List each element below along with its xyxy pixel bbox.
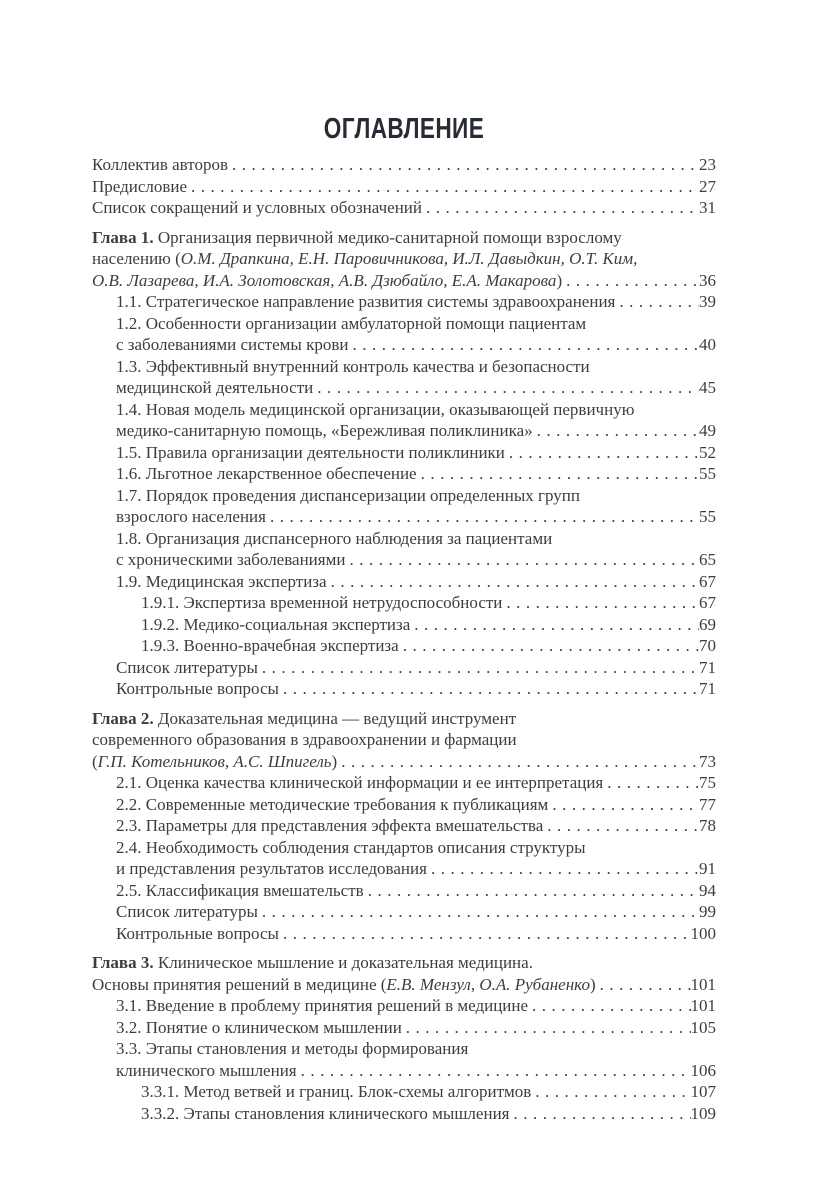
text-segment: современного образования в здравоохранении и фармации xyxy=(92,730,517,749)
text-segment: Список литературы xyxy=(116,657,258,677)
toc-row xyxy=(92,399,716,421)
text-segment: Контрольные вопросы xyxy=(116,923,279,943)
text-segment: Список литературы xyxy=(116,902,258,921)
dot-leader xyxy=(313,377,699,399)
page-number: 109 xyxy=(690,1103,716,1123)
text-segment: 1.9. Медицинская экспертиза xyxy=(116,571,327,591)
text-segment: и представления результатов исследования xyxy=(116,859,427,878)
toc-entry-text xyxy=(116,420,533,442)
page-number: 65 xyxy=(699,550,716,569)
toc-row xyxy=(92,635,716,657)
toc-entry-text xyxy=(92,197,422,219)
page-number: 101 xyxy=(690,974,716,994)
toc-entry-text xyxy=(116,995,528,1017)
toc-row xyxy=(92,974,716,996)
toc-row xyxy=(92,485,716,507)
text-segment: Основы принятия решений в медицине ( xyxy=(92,974,387,994)
page-number: 94 xyxy=(699,880,716,900)
dot-leader xyxy=(402,1017,691,1039)
dot-leader xyxy=(528,995,690,1017)
dot-leader xyxy=(543,815,699,837)
dot-leader xyxy=(615,291,699,313)
text-segment: Контрольные вопросы xyxy=(116,679,279,698)
toc-row xyxy=(92,614,716,636)
toc-entry-text xyxy=(92,176,187,198)
toc-entry-text xyxy=(116,463,417,485)
toc-entry-text xyxy=(116,334,348,356)
page-number: 36 xyxy=(699,270,716,290)
page-number: 67 xyxy=(699,571,716,591)
text-segment: ) xyxy=(589,974,596,994)
toc-row xyxy=(92,751,716,773)
dot-leader xyxy=(187,176,699,198)
dot-leader xyxy=(228,154,699,176)
page-number: 71 xyxy=(699,657,716,677)
toc-row xyxy=(92,923,716,945)
toc-entry-text xyxy=(116,356,590,378)
toc-row xyxy=(92,197,716,219)
toc-row xyxy=(92,356,716,378)
text-segment: 1.7. Порядок проведения диспансеризации определенных групп xyxy=(116,485,580,505)
toc-entry-text xyxy=(116,772,603,794)
toc-row xyxy=(92,1060,716,1082)
toc-row xyxy=(92,708,716,730)
text-segment: Доказательная медицина — ведущий инструмент xyxy=(153,708,517,728)
page-number: 71 xyxy=(699,679,716,698)
toc-entry-text xyxy=(116,1038,468,1060)
text-segment: ) xyxy=(331,751,338,771)
toc-row xyxy=(92,729,716,751)
text-segment: медико-санитарную помощь, «Бережливая поликлиника» xyxy=(116,421,533,440)
dot-leader xyxy=(603,772,699,794)
toc-entry-text xyxy=(116,313,586,335)
page-number: 107 xyxy=(690,1082,716,1101)
text-segment: О.В. Лазарева, И.А. Золотовская, А.В. Дзюбайло, Е.А. Макарова xyxy=(92,270,557,290)
toc-entry-text xyxy=(116,485,580,507)
toc-entry-text xyxy=(92,751,337,773)
toc-row xyxy=(92,858,716,880)
text-segment: 3.2. Понятие о клиническом мышлении xyxy=(116,1017,402,1037)
page-number: 75 xyxy=(699,773,716,792)
toc-row xyxy=(92,377,716,399)
toc-entry-text xyxy=(116,442,505,464)
dot-leader xyxy=(327,571,699,593)
text-segment: Предисловие xyxy=(92,176,188,196)
toc-entry-text xyxy=(141,1081,531,1103)
page-number: 49 xyxy=(699,421,716,440)
text-segment: 1.9.2. Медико-социальная экспертиза xyxy=(141,614,411,634)
toc-row xyxy=(92,334,716,356)
text-segment: ) xyxy=(556,270,563,290)
dot-leader xyxy=(533,420,699,442)
page-number: 73 xyxy=(699,751,716,771)
text-segment: Г.П. Котельников, А.С. Шпигель xyxy=(97,751,332,771)
page-number: 78 xyxy=(699,816,716,835)
toc-row xyxy=(92,995,716,1017)
text-segment: 2.5. Классификация вмешательств xyxy=(116,880,364,900)
text-segment: Клиническое мышление и доказательная медицина. xyxy=(153,953,533,972)
dot-leader xyxy=(258,901,699,923)
text-segment: Организация первичной медико-санитарной помощи взрослому xyxy=(153,227,622,247)
page-number: 40 xyxy=(699,335,716,354)
toc-entry-text xyxy=(116,794,548,816)
toc-row xyxy=(92,227,716,249)
page-number: 105 xyxy=(690,1017,716,1037)
toc-row xyxy=(92,549,716,571)
toc-row xyxy=(92,154,716,176)
page-number: 77 xyxy=(699,794,716,814)
toc-entry-text xyxy=(116,678,279,700)
toc-entry-text xyxy=(92,154,228,176)
toc-entry-text xyxy=(116,657,258,679)
dot-leader xyxy=(297,1060,691,1082)
text-segment: 2.2. Современные методические требования к публикациям xyxy=(116,794,549,814)
toc-entry-text xyxy=(141,614,410,636)
toc-entry-text xyxy=(116,549,345,571)
toc-row xyxy=(92,815,716,837)
text-segment: 1.1. Стратегическое направление развития системы здравоохранения xyxy=(116,292,616,311)
toc-row xyxy=(92,291,716,313)
dot-leader xyxy=(502,592,699,614)
dot-leader xyxy=(422,197,699,219)
page-number: 100 xyxy=(690,923,716,943)
text-segment: медицинской деятельности xyxy=(116,378,314,397)
dot-leader xyxy=(348,334,699,356)
page-number: 99 xyxy=(699,902,716,921)
page-number: 27 xyxy=(699,176,716,196)
page-number: 69 xyxy=(699,614,716,634)
toc-row xyxy=(92,1081,716,1103)
toc xyxy=(92,154,716,1124)
toc-entry-text xyxy=(116,528,552,550)
text-segment: Глава 3. xyxy=(92,953,154,972)
toc-entry-text xyxy=(141,1103,509,1125)
text-segment: 3.3.1. Метод ветвей и границ. Блок-схемы алгоритмов xyxy=(141,1082,532,1101)
dot-leader xyxy=(266,506,699,528)
dot-leader xyxy=(410,614,699,636)
toc-row xyxy=(92,176,716,198)
page-number: 91 xyxy=(699,859,716,878)
text-segment: 3.3. Этапы становления и методы формирования xyxy=(116,1039,469,1058)
toc-row xyxy=(92,248,716,270)
text-segment: 1.4. Новая модель медицинской организации, оказывающей первичную xyxy=(116,399,635,419)
dot-leader xyxy=(596,974,691,996)
dot-leader xyxy=(364,880,699,902)
toc-entry-text xyxy=(116,815,543,837)
toc-entry-text xyxy=(116,291,615,313)
page-number: 106 xyxy=(690,1060,716,1080)
toc-row xyxy=(92,1017,716,1039)
page-title: ОГЛАВЛЕНИЕ xyxy=(323,113,485,145)
toc-entry-text xyxy=(116,880,364,902)
text-segment: 2.4. Необходимость соблюдения стандартов описания структуры xyxy=(116,837,586,857)
page-number: 55 xyxy=(699,464,716,483)
toc-entry-text xyxy=(116,1060,297,1082)
toc-row xyxy=(92,794,716,816)
toc-row xyxy=(92,442,716,464)
toc-row xyxy=(92,571,716,593)
text-segment: взрослого населения xyxy=(116,507,266,526)
text-segment: 1.9.3. Военно-врачебная экспертиза xyxy=(141,636,399,655)
text-segment: с хроническими заболеваниями xyxy=(116,550,346,569)
dot-leader xyxy=(417,463,699,485)
text-segment: 2.1. Оценка качества клинической информации и ее интерпретация xyxy=(116,773,604,792)
toc-row xyxy=(92,1103,716,1125)
toc-entry-text xyxy=(92,974,596,996)
toc-entry-text xyxy=(92,248,637,270)
page-number: 70 xyxy=(699,636,716,655)
page-number: 23 xyxy=(699,155,716,174)
text-segment: 1.9.1. Экспертиза временной нетрудоспособности xyxy=(141,593,503,612)
dot-leader xyxy=(399,635,699,657)
text-segment: Е.В. Мензул, О.А. Рубаненко xyxy=(386,974,590,994)
toc-entry-text xyxy=(92,708,516,730)
toc-entry-text xyxy=(92,729,517,751)
toc-row xyxy=(92,420,716,442)
toc-row xyxy=(92,901,716,923)
toc-entry-text xyxy=(116,837,586,859)
toc-row xyxy=(92,1038,716,1060)
toc-entry-text xyxy=(141,635,399,657)
toc-row xyxy=(92,528,716,550)
toc-row xyxy=(92,313,716,335)
text-segment: Коллектив авторов xyxy=(92,155,228,174)
dot-leader xyxy=(531,1081,690,1103)
toc-row xyxy=(92,837,716,859)
text-segment: Глава 2. xyxy=(92,708,154,728)
page-number: 31 xyxy=(699,198,716,217)
text-segment: Глава 1. xyxy=(92,227,154,247)
toc-entry-text xyxy=(116,506,266,528)
page-number: 55 xyxy=(699,507,716,526)
text-segment: 1.5. Правила организации деятельности поликлиники xyxy=(116,442,505,462)
text-segment: 3.1. Введение в проблему принятия решений в медицине xyxy=(116,996,529,1015)
dot-leader xyxy=(562,270,699,292)
toc-row xyxy=(92,270,716,292)
dot-leader xyxy=(345,549,699,571)
page-number: 67 xyxy=(699,593,716,612)
dot-leader xyxy=(427,858,699,880)
toc-entry-text xyxy=(116,571,327,593)
text-segment: 2.3. Параметры для представления эффекта вмешательства xyxy=(116,816,544,835)
toc-entry-text xyxy=(116,399,634,421)
toc-row xyxy=(92,952,716,974)
toc-row xyxy=(92,678,716,700)
toc-entry-text xyxy=(116,1017,402,1039)
dot-leader xyxy=(258,657,699,679)
page-number: 52 xyxy=(699,442,716,462)
toc-entry-text xyxy=(92,227,622,249)
text-segment: ( xyxy=(92,751,98,771)
text-segment: 1.2. Особенности организации амбулаторной помощи пациентам xyxy=(116,313,587,333)
text-segment: 1.8. Организация диспансерного наблюдения за пациентами xyxy=(116,528,553,548)
text-segment: 3.3.2. Этапы становления клинического мышления xyxy=(141,1103,510,1123)
toc-entry-text xyxy=(116,901,258,923)
text-segment: с заболеваниями системы крови xyxy=(116,335,349,354)
dot-leader xyxy=(505,442,699,464)
toc-entry-text xyxy=(116,858,427,880)
dot-leader xyxy=(279,923,691,945)
page-number: 39 xyxy=(699,292,716,311)
toc-row xyxy=(92,772,716,794)
page-number: 101 xyxy=(690,996,716,1015)
toc-row xyxy=(92,657,716,679)
toc-entry-text xyxy=(116,377,313,399)
text-segment: Список сокращений и условных обозначений xyxy=(92,198,423,217)
text-segment: клинического мышления xyxy=(116,1060,297,1080)
dot-leader xyxy=(337,751,699,773)
toc-row xyxy=(92,592,716,614)
toc-entry-text xyxy=(92,952,533,974)
toc-row xyxy=(92,463,716,485)
dot-leader xyxy=(279,678,699,700)
page-number: 45 xyxy=(699,378,716,397)
toc-entry-text xyxy=(141,592,502,614)
toc-row xyxy=(92,880,716,902)
toc-entry-text xyxy=(92,270,562,292)
text-segment: 1.6. Льготное лекарственное обеспечение xyxy=(116,464,417,483)
text-segment: 1.3. Эффективный внутренний контроль качества и безопасности xyxy=(116,356,590,376)
text-segment: населению ( xyxy=(92,249,181,268)
dot-leader xyxy=(509,1103,690,1125)
toc-row xyxy=(92,506,716,528)
dot-leader xyxy=(548,794,699,816)
text-segment: О.М. Драпкина, Е.Н. Паровичникова, И.Л. Давыдкин, О.Т. Ким, xyxy=(180,249,638,268)
toc-entry-text xyxy=(116,923,279,945)
